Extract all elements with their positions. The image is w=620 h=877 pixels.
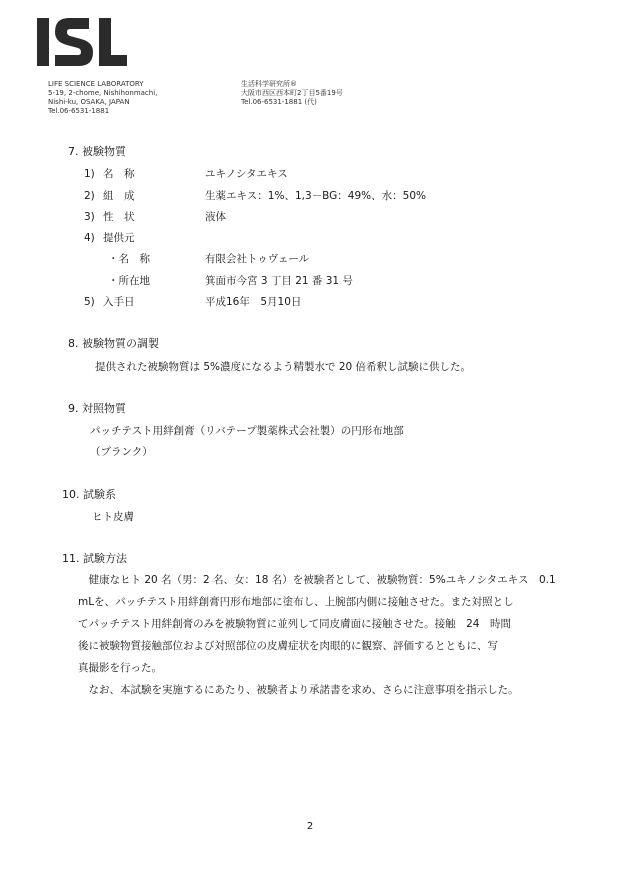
- address-line: Tel.06-6531-1881: [48, 107, 110, 115]
- item-value: 液体: [205, 211, 226, 223]
- item-value: 箕面市今宮 3 丁目 21 番 31 号: [205, 275, 353, 287]
- paragraph-line: 真撮影を行った。: [78, 662, 162, 674]
- address-line: 生活科学研究所®: [241, 80, 297, 88]
- item-value: 有限会社トゥヴェール: [205, 253, 310, 265]
- item-number: 1): [84, 168, 95, 180]
- section-7-title: 7. 被験物質: [68, 145, 126, 158]
- paragraph-line: 健康なヒト 20 名（男：2 名、女：18 名）を被験者として、被験物質：5%ユキノシタエキス 0.1: [78, 574, 556, 586]
- item-number: 3): [84, 211, 95, 223]
- address-japanese: [241, 80, 343, 107]
- address-line: LIFE SCIENCE LABORATORY: [48, 80, 144, 88]
- section-11-title: 11. 試験方法: [62, 552, 127, 565]
- section-8-title: 8. 被験物質の調製: [68, 337, 159, 350]
- paragraph-line: 後に被験物質接触部位および対照部位の皮膚症状を肉眼的に観察、評価するとともに、写: [78, 640, 498, 652]
- section-8-body: 提供された被験物質は 5%濃度になるよう精製水で 20 倍希釈し試験に供した。: [95, 361, 472, 373]
- section-10-title: 10. 試験系: [62, 488, 116, 501]
- item-value: ユキノシタエキス: [205, 168, 288, 180]
- item-number: 2): [84, 190, 95, 202]
- item-number: 5): [84, 296, 95, 308]
- item-label: 入手日: [103, 296, 135, 308]
- item-label: 組 成: [103, 190, 135, 202]
- item-label: 名 称: [103, 168, 135, 180]
- item-label: ・所在地: [108, 275, 150, 287]
- address-line: 大阪市西区西本町2丁目5番19号: [241, 89, 343, 97]
- paragraph-line: てパッチテスト用絆創膏のみを被験物質に並列して同皮膚面に接触させた。接触 24 時間: [78, 618, 511, 630]
- item-number: 4): [84, 232, 95, 244]
- paragraph-line: なお、本試験を実施するにあたり、被験者より承諾書を求め、さらに注意事項を指示した。: [78, 684, 519, 696]
- item-label: 性 状: [103, 211, 135, 223]
- address-line: Tel.06-6531-1881 (代): [241, 98, 317, 106]
- address-line: Nishi-ku, OSAKA, JAPAN: [48, 98, 130, 106]
- lsl-logo-icon: [37, 18, 127, 66]
- item-value: 平成16年 5月10日: [205, 296, 302, 308]
- item-value: 生薬エキス：1%、1,3－BG：49%、水：50%: [205, 190, 426, 202]
- paragraph-line: mLを、パッチテスト用絆創膏円形布地部に塗布し、上腕部内側に接触させた。また対照とし: [78, 596, 514, 608]
- page-number: 2: [306, 821, 314, 832]
- item-label: 提供元: [103, 232, 135, 244]
- address-english: [48, 80, 157, 116]
- section-10-body: ヒト皮膚: [92, 511, 134, 523]
- section-9-line: パッチテスト用絆創膏（リバテープ製薬株式会社製）の円形布地部: [90, 425, 404, 437]
- section-9-title: 9. 対照物質: [68, 402, 126, 415]
- section-9-line: （ブランク）: [90, 446, 153, 458]
- section-11-body: [78, 569, 560, 701]
- item-label: ・名 称: [108, 253, 150, 265]
- address-line: 5-19, 2-chome, Nishihonmachi,: [48, 89, 158, 97]
